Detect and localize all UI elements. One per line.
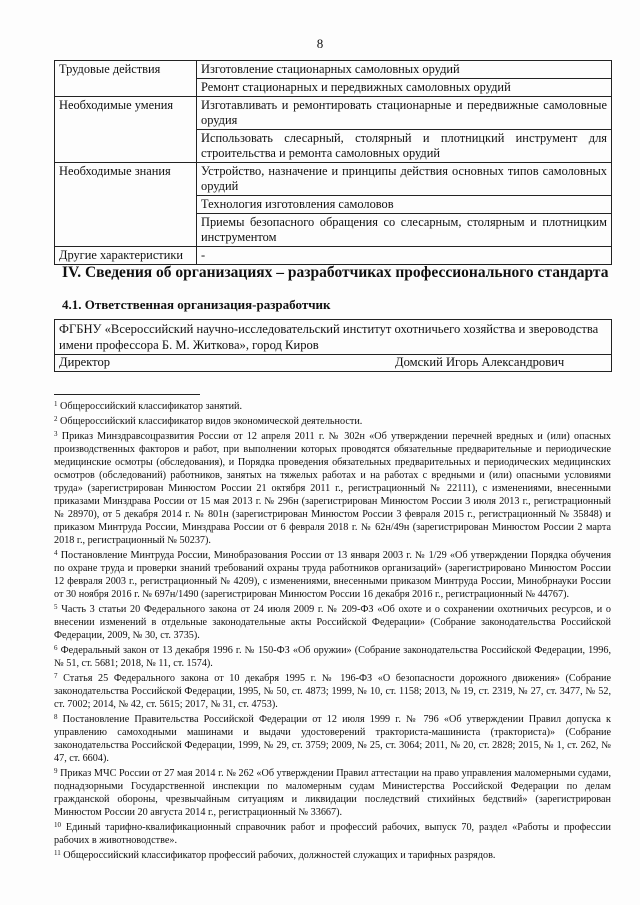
table-row bbox=[55, 97, 612, 130]
footnote bbox=[54, 642, 611, 670]
table-row bbox=[55, 247, 612, 265]
footnote bbox=[54, 428, 611, 547]
subsection-title: 4.1. Ответственная организация-разработчик bbox=[62, 297, 331, 312]
footnote-number: 3 bbox=[54, 430, 58, 438]
table-cell: Изготовление стационарных самоловных орудий bbox=[197, 61, 612, 79]
table-cell: Технология изготовления самоловов bbox=[197, 196, 612, 214]
footnote bbox=[54, 670, 611, 711]
organization-name: ФГБНУ «Всероссийский научно-исследовательский институт охотничьего хозяйства и звероводства имени профессора Б. М. Житкова», город Киров bbox=[54, 319, 612, 355]
organization-position: Директор bbox=[59, 355, 111, 369]
footnote bbox=[54, 711, 611, 765]
footnote-text: Постановление Минтруда России, Минобразования России от 13 января 2003 г. № 1/29 «Об утверждении Порядка обучения по охране труда и проверки знаний требований охраны труда работников организаций» (зарегистрировано Минюстом России 12 февраля 2003 г., регистрационный № 4209), с изменениями, внесенными приказом Минтруда России, Минобрнауки России от 30 ноября 2016 г. № 697н/1490 (зарегистрирован Минюстом России 16 декабря 2016 г., регистрационный № 44767). bbox=[54, 550, 612, 600]
footnote bbox=[54, 398, 611, 413]
organization-block bbox=[54, 319, 612, 372]
row-label: Необходимые знания bbox=[55, 163, 197, 247]
footnote bbox=[54, 601, 611, 642]
footnote-text: Приказ Минздравсоцразвития России от 12 апреля 2011 г. № 302н «Об утверждении перечней вредных и (или) опасных производственных факторов и работ, при выполнении которых проводятся обязательные предварительные и периодические медицинские осмотры (обследования), и Порядка проведения обязательных предварительных и периодических медицинских осмотров (обследований) работников, занятых на тяжелых работах и на работах с вредными и (или) опасными условиями труда» (зарегистрирован Минюстом России 21 октября 2011 г., регистрационный № 22111), с изменениями, внесенными приказами Минздрава России от 15 мая 2013 г. № 296н (зарегистрирован Минюстом России 3 июля 2013 г., регистрационный № 28970), от 5 декабря 2014 г. № 801н (зарегистрирован Минюстом России 3 февраля 2015 г., регистрационный № 35848) и приказом Минтруда России, Минздрава России от 6 февраля 2018 г. № 62н/49н (зарегистрирован Минюстом России 2 марта 2018 г., регистрационный № 50237). bbox=[54, 431, 612, 546]
footnote-text: Общероссийский классификатор занятий. bbox=[60, 401, 243, 412]
table-cell: Использовать слесарный, столярный и плотницкий инструмент для строительства и ремонта самоловных орудий bbox=[197, 130, 612, 163]
footnotes bbox=[54, 398, 611, 862]
footnote-number: 11 bbox=[54, 849, 61, 857]
footnote-text: Постановление Правительства Российской Федерации от 12 июля 1999 г. № 796 «Об утверждении Правил допуска к управлению самоходными машинами и выдачи удостоверений тракториста-машиниста (тракториста)» (Собрание законодательства Российской Федерации, 1999, № 29, ст. 3759; 2009, № 25, ст. 3064; 2011, № 20, ст. 2828; 2015, № 1, ст. 262, № 47, ст. 6604). bbox=[54, 714, 611, 764]
organization-head-row bbox=[54, 355, 612, 372]
footnote-separator bbox=[54, 394, 200, 395]
footnote bbox=[54, 847, 611, 862]
footnote-number: 6 bbox=[54, 644, 58, 652]
footnote-text: Федеральный закон от 13 декабря 1996 г. № 150-ФЗ «Об оружии» (Собрание законодательства Российской Федерации, 1996, № 51, ст. 5681; 2018, № 11, ст. 1574). bbox=[54, 645, 611, 669]
footnote-text: Часть 3 статьи 20 Федерального закона от 24 июля 2009 г. № 209-ФЗ «Об охоте и о сохранении охотничьих ресурсов, и о внесении изменений в отдельные законодательные акты Российской Федерации» (Собрание законодательства Российской Федерации, 2009, № 30, ст. 3735). bbox=[54, 604, 611, 641]
section-title: IV. Сведения об организациях – разработчиках профессионального стандарта bbox=[62, 264, 609, 281]
table-cell: Изготавливать и ремонтировать стационарные и передвижные самоловные орудия bbox=[197, 97, 612, 130]
footnote-number: 8 bbox=[54, 713, 58, 721]
page-number: 8 bbox=[316, 36, 324, 51]
footnote-text: Общероссийский классификатор видов экономической деятельности. bbox=[60, 416, 363, 427]
footnote-number: 10 bbox=[54, 821, 61, 829]
footnote-number: 4 bbox=[54, 549, 58, 557]
footnote-text: Общероссийский классификатор профессий рабочих, должностей служащих и тарифных разрядов. bbox=[63, 850, 496, 861]
footnote-text: Приказ МЧС России от 27 мая 2014 г. № 262 «Об утверждении Правил аттестации на право управления маломерными судами, поднадзорными Государственной инспекции по маломерным судам Министерства Российской Федерации по делам гражданской обороны, чрезвычайным ситуациям и ликвидации последствий стихийных бедствий» (зарегистрирован Минюстом России 20 августа 2014 г., регистрационный № 33667). bbox=[54, 768, 612, 818]
footnote-text: Статья 25 Федерального закона от 10 декабря 1995 г. № 196-ФЗ «О безопасности дорожного движения» (Собрание законодательства Российской Федерации, 1995, № 50, ст. 4873; 1999, № 10, ст. 1158; 2013, № 19, ст. 2319, № 27, ст. 3477, № 52, ст. 7002; 2014, № 42, ст. 5615; 2017, № 31, ст. 4753). bbox=[54, 673, 612, 710]
footnote-number: 1 bbox=[54, 400, 58, 408]
table-cell: - bbox=[197, 247, 612, 265]
table-cell: Ремонт стационарных и передвижных самоловных орудий bbox=[197, 79, 612, 97]
footnote-number: 2 bbox=[54, 415, 58, 423]
footnote-text: Единый тарифно-квалификационный справочник работ и профессий рабочих, выпуск 70, раздел «Работы и профессии рабочих в животноводстве». bbox=[54, 822, 611, 846]
footnote bbox=[54, 547, 611, 601]
table-row bbox=[55, 163, 612, 196]
footnote bbox=[54, 413, 611, 428]
footnote bbox=[54, 765, 611, 819]
row-label: Необходимые умения bbox=[55, 97, 197, 163]
table-cell: Устройство, назначение и принципы действия основных типов самоловных орудий bbox=[197, 163, 612, 196]
row-label: Трудовые действия bbox=[55, 61, 197, 97]
table-cell: Приемы безопасного обращения со слесарным, столярным и плотницким инструментом bbox=[197, 214, 612, 247]
footnote-number: 7 bbox=[54, 672, 58, 680]
footnote-number: 5 bbox=[54, 603, 58, 611]
organization-person: Домский Игорь Александрович bbox=[395, 355, 565, 369]
footnote-number: 9 bbox=[54, 767, 58, 775]
row-label: Другие характеристики bbox=[55, 247, 197, 265]
table-row bbox=[55, 61, 612, 79]
labor-functions-table bbox=[54, 60, 612, 265]
footnote bbox=[54, 819, 611, 847]
